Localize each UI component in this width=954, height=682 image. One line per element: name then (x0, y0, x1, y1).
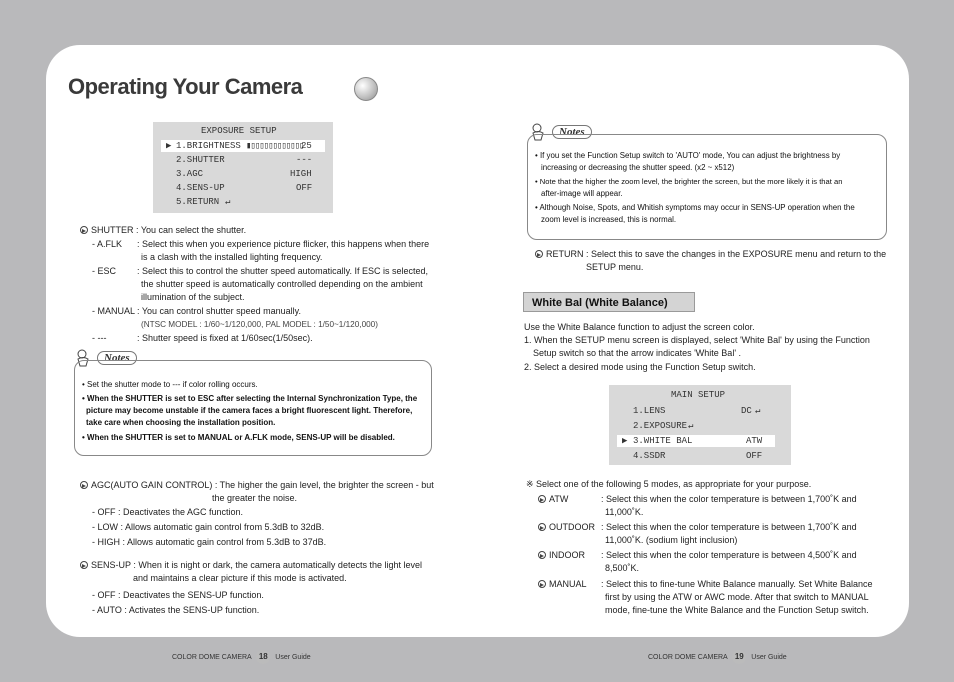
footer-guide: User Guide (275, 654, 311, 661)
shutter-desc: : Select this when you experience picture flicker, this happens when there (137, 239, 430, 249)
bullet-arrow-icon (80, 561, 88, 569)
shutter-intro (80, 224, 246, 238)
mode-key (538, 578, 587, 592)
page-title: Operating Your Camera (68, 74, 303, 99)
note-item: after-image will appear. (541, 189, 623, 198)
shutter-desc: is a clash with the installed lighting frequency. (141, 252, 323, 262)
shutter-desc: : Shutter speed is fixed at 1/60sec(1/50sec). (137, 333, 313, 343)
note-item: increasing or decreasing the shutter speed. (x2 ~ x512) (541, 163, 735, 172)
sensup-intro (80, 559, 422, 573)
agc-intro-cont: the greater the noise. (212, 493, 298, 503)
agc-item: - LOW : Allows automatic gain control from 5.3dB to 32dB. (92, 522, 325, 532)
note-item: • Set the shutter mode to --- if color rolling occurs. (82, 380, 258, 389)
agc-intro-text: AGC(AUTO GAIN CONTROL) : The higher the gain level, the brighter the screen - but (91, 480, 434, 490)
wb-line: 1. When the SETUP menu screen is displayed, select 'White Bal' by using the Function (524, 335, 870, 345)
shutter-key: - A.FLK (92, 239, 123, 249)
mode-key (538, 521, 595, 535)
osd-row-label: 3.WHITE BAL (633, 436, 693, 446)
main-setup-osd (609, 385, 791, 465)
mode-key-text: MANUAL (549, 579, 587, 589)
osd-row-label: 4.SENS-UP (176, 183, 225, 193)
page-number: 19 (732, 650, 746, 664)
osd-row-value: HIGH (290, 169, 312, 179)
return-note-cont: SETUP menu. (586, 262, 644, 272)
osd-row-label: 4.SSDR (633, 451, 666, 461)
sensup-intro-cont: and maintains a clear picture if this mode is activated. (133, 573, 347, 583)
osd-row-value: OFF (746, 451, 763, 461)
mode-key-text: OUTDOOR (549, 522, 595, 532)
section-heading: White Bal (White Balance) (523, 292, 695, 312)
mode-desc: : Select this when the color temperature is between 4,500˚K and (601, 550, 857, 560)
osd-row-value: ATW (746, 436, 763, 446)
sensup-item: - AUTO : Activates the SENS-UP function. (92, 605, 260, 615)
mode-key (538, 493, 568, 507)
bullet-arrow-icon (538, 495, 546, 503)
bullet-arrow-icon (538, 580, 546, 588)
note-item: • When the SHUTTER is set to MANUAL or A.FLK mode, SENS-UP will be disabled. (82, 433, 395, 442)
wb-line: Use the White Balance function to adjust the screen color. (524, 322, 755, 332)
agc-intro (80, 479, 434, 493)
osd-row-value: DC (741, 406, 752, 416)
shutter-key: - --- (92, 333, 107, 343)
return-note (535, 248, 886, 262)
shutter-desc: : You can control shutter speed manually. (137, 306, 301, 316)
osd-row-label: 1.LENS (633, 406, 666, 416)
footer-left (172, 650, 311, 664)
sensup-item: - OFF : Deactivates the SENS-UP function. (92, 590, 264, 600)
return-note-text: RETURN : Select this to save the changes in the EXPOSURE menu and return to the (546, 249, 887, 259)
brightness-slider: ▮▯▯▯▯▯▯▯▯▯▯▯▯ (246, 141, 304, 151)
osd-title: MAIN SETUP (671, 390, 726, 400)
footer-product: COLOR DOME CAMERA (648, 654, 728, 661)
mode-desc: : Select this when the color temperature is between 1,700˚K and (601, 494, 857, 504)
wb-line: 2. Select a desired mode using the Function Setup switch. (524, 362, 756, 372)
osd-pointer-icon: ▶ (166, 141, 172, 151)
mode-desc: first by using the ATW or AWC mode. After that switch to MANUAL (605, 592, 869, 602)
note-item: • If you set the Function Setup switch to 'AUTO' mode, You can adjust the brightness by (535, 151, 841, 160)
osd-row-value: OFF (296, 183, 313, 193)
footer-product: COLOR DOME CAMERA (172, 654, 252, 661)
mode-key-text: INDOOR (549, 550, 585, 560)
bullet-arrow-icon (80, 226, 88, 234)
footer-right (648, 650, 787, 664)
notes-label: Notes (97, 351, 137, 365)
mode-key-text: ATW (549, 494, 569, 504)
agc-item: - HIGH : Allows automatic gain control from 5.3dB to 37dB. (92, 537, 327, 547)
osd-row-label: 2.SHUTTER (176, 155, 225, 165)
note-item: • Note that the higher the zoom level, the brighter the screen, but the more likely it is that an (535, 177, 843, 186)
shutter-desc: (NTSC MODEL : 1/60~1/120,000, PAL MODEL : 1/50~1/120,000) (141, 320, 378, 329)
modes-intro: ※ Select one of the following 5 modes, as appropriate for your purpose. (526, 479, 812, 489)
return-arrow-icon: ↵ (755, 406, 761, 416)
note-item: picture may become unstable if the camera faces a bright fluorescent light. Therefore, (86, 406, 413, 415)
osd-title: EXPOSURE SETUP (201, 126, 277, 136)
agc-item: - OFF : Deactivates the AGC function. (92, 507, 244, 517)
shutter-desc: : Select this to control the shutter speed automatically. If ESC is selected, (137, 266, 428, 276)
note-item: zoom level is increased, this is normal. (541, 215, 677, 224)
mode-desc: : Select this to fine-tune White Balance manually. Set White Balance (601, 579, 873, 589)
sensup-intro-text: SENS-UP : When it is night or dark, the camera automatically detects the light level (91, 560, 422, 570)
osd-row-label: 3.AGC (176, 169, 204, 179)
mode-key (538, 549, 585, 563)
note-item: take care when choosing the installation position. (86, 418, 276, 427)
bullet-arrow-icon (538, 523, 546, 531)
osd-row-value: --- (296, 155, 313, 165)
page-number: 18 (256, 650, 270, 664)
bullet-arrow-icon (535, 250, 543, 258)
shutter-desc: illumination of the subject. (141, 292, 245, 302)
osd-row-label: 5.RETURN (176, 197, 220, 207)
bullet-arrow-icon (538, 551, 546, 559)
mode-desc: 8,500˚K. (605, 563, 640, 573)
osd-row-label: 2.EXPOSURE (633, 421, 688, 431)
osd-row-value: 25 (301, 141, 312, 151)
note-item: • When the SHUTTER is set to ESC after selecting the Internal Synchronization Type, the (82, 394, 418, 403)
title-orb-icon (354, 77, 378, 101)
mode-desc: : Select this when the color temperature is between 1,700˚K and (601, 522, 857, 532)
footer-guide: User Guide (751, 654, 787, 661)
shutter-desc: the shutter speed is automatically controlled depending on the ambient (141, 279, 423, 289)
bullet-arrow-icon (80, 481, 88, 489)
mode-desc: 11,000˚K. (605, 507, 644, 517)
mode-desc: 11,000˚K. (sodium light inclusion) (605, 535, 738, 545)
osd-row-label: 1.BRIGHTNESS (176, 141, 241, 151)
shutter-key: - MANUAL (92, 306, 136, 316)
notes-label: Notes (552, 125, 592, 139)
wb-line: Setup switch so that the arrow indicates 'White Bal' . (533, 348, 742, 358)
shutter-key: - ESC (92, 266, 117, 276)
exposure-setup-osd (153, 122, 333, 213)
return-arrow-icon: ↵ (688, 421, 694, 431)
shutter-intro-text: SHUTTER : You can select the shutter. (91, 225, 247, 235)
note-item: • Although Noise, Spots, and Whitish symptoms may occur in SENS-UP operation when the (535, 203, 855, 212)
mode-desc: mode, fine-tune the White Balance and the Function Setup switch. (605, 605, 869, 615)
osd-pointer-icon: ▶ (622, 436, 628, 446)
return-arrow-icon: ↵ (225, 197, 231, 207)
